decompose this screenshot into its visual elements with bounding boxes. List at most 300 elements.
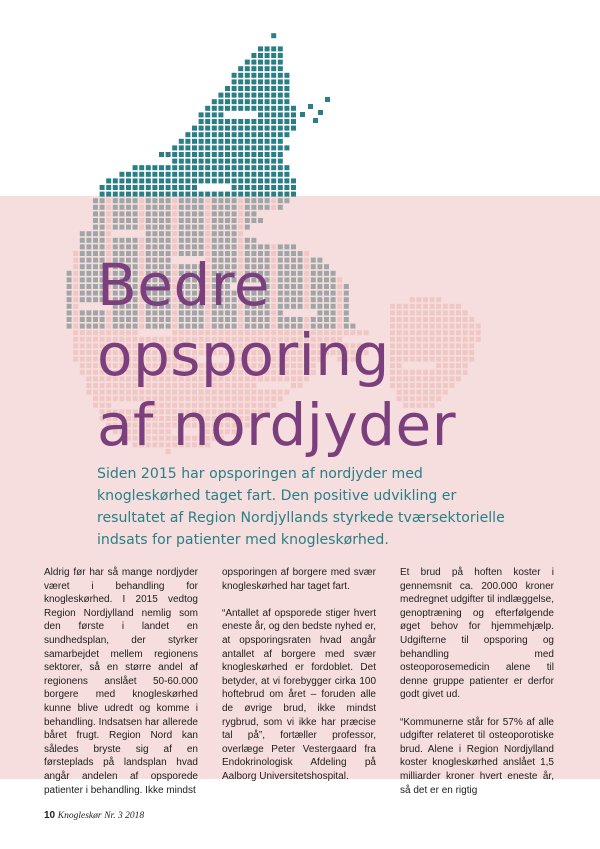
map-pixel — [73, 251, 78, 256]
map-pixel — [313, 118, 318, 123]
map-pixel — [199, 165, 204, 170]
map-pixel — [238, 86, 243, 91]
map-pixel — [152, 205, 157, 210]
map-pixel — [152, 192, 157, 197]
map-pixel — [265, 66, 270, 71]
map-pixel — [199, 132, 204, 137]
map-pixel — [271, 106, 276, 111]
map-pixel — [278, 73, 283, 78]
map-pixel — [172, 192, 177, 197]
map-pixel — [205, 172, 210, 177]
map-pixel — [199, 218, 204, 223]
map-pixel — [192, 218, 197, 223]
map-pixel — [166, 152, 171, 157]
map-pixel — [80, 324, 85, 329]
map-pixel — [205, 152, 210, 157]
map-pixel — [192, 172, 197, 177]
map-pixel — [265, 152, 270, 157]
map-pixel — [159, 244, 164, 249]
map-pixel — [119, 178, 124, 183]
map-pixel — [73, 317, 78, 322]
map-pixel — [106, 218, 111, 223]
map-pixel — [271, 198, 276, 203]
map-pixel — [185, 231, 190, 236]
map-pixel — [73, 330, 78, 335]
map-pixel — [86, 350, 91, 355]
map-pixel — [278, 93, 283, 98]
map-pixel — [291, 244, 296, 249]
map-pixel — [284, 192, 289, 197]
map-pixel — [172, 165, 177, 170]
map-pixel — [205, 132, 210, 137]
map-pixel — [179, 145, 184, 150]
map-pixel — [80, 258, 85, 263]
map-pixel — [146, 185, 151, 190]
map-pixel — [80, 277, 85, 282]
map-pixel — [278, 244, 283, 249]
map-pixel — [258, 165, 263, 170]
map-pixel — [245, 218, 250, 223]
map-pixel — [232, 185, 237, 190]
map-pixel — [166, 225, 171, 230]
map-pixel — [86, 238, 91, 243]
map-pixel — [159, 205, 164, 210]
map-pixel — [73, 350, 78, 355]
map-pixel — [133, 198, 138, 203]
map-pixel — [73, 304, 78, 309]
map-pixel — [185, 185, 190, 190]
map-pixel — [251, 178, 256, 183]
map-pixel — [245, 159, 250, 164]
map-pixel — [166, 238, 171, 243]
map-pixel — [278, 53, 283, 58]
map-pixel — [265, 79, 270, 84]
map-pixel — [199, 112, 204, 117]
map-pixel — [251, 152, 256, 157]
map-pixel — [199, 211, 204, 216]
map-pixel — [119, 244, 124, 249]
map-pixel — [86, 383, 91, 388]
map-pixel — [232, 152, 237, 157]
map-pixel — [179, 172, 184, 177]
map-pixel — [251, 205, 256, 210]
map-pixel — [205, 145, 210, 150]
map-pixel — [199, 198, 204, 203]
map-pixel — [284, 99, 289, 104]
map-pixel — [265, 198, 270, 203]
map-pixel — [238, 238, 243, 243]
map-pixel — [80, 370, 85, 375]
map-pixel — [106, 198, 111, 203]
map-pixel — [218, 119, 223, 124]
map-pixel — [245, 152, 250, 157]
map-pixel — [278, 198, 283, 203]
map-pixel — [232, 86, 237, 91]
map-pixel — [245, 73, 250, 78]
map-pixel — [113, 218, 118, 223]
map-pixel — [251, 159, 256, 164]
map-pixel — [476, 337, 481, 342]
map-pixel — [205, 106, 210, 111]
map-pixel — [238, 93, 243, 98]
map-pixel — [238, 178, 243, 183]
map-pixel — [185, 192, 190, 197]
map-pixel — [146, 205, 151, 210]
map-pixel — [192, 178, 197, 183]
map-pixel — [469, 350, 474, 355]
map-pixel — [218, 198, 223, 203]
map-pixel — [166, 198, 171, 203]
paragraph: opsporingen af borgere med svær knogleskørhed har taget fart. — [222, 567, 376, 592]
map-pixel — [86, 390, 91, 395]
map-pixel — [133, 172, 138, 177]
map-pixel — [265, 244, 270, 249]
map-pixel — [271, 172, 276, 177]
map-pixel — [179, 192, 184, 197]
map-pixel — [271, 46, 276, 51]
map-pixel — [199, 192, 204, 197]
map-pixel — [73, 337, 78, 342]
map-pixel — [218, 238, 223, 243]
map-pixel — [185, 178, 190, 183]
map-pixel — [192, 198, 197, 203]
map-pixel — [93, 231, 98, 236]
map-pixel — [119, 198, 124, 203]
map-pixel — [73, 291, 78, 296]
map-pixel — [265, 73, 270, 78]
map-pixel — [265, 145, 270, 150]
map-pixel — [265, 60, 270, 65]
map-pixel — [152, 231, 157, 236]
map-pixel — [212, 119, 217, 124]
map-pixel — [258, 79, 263, 84]
map-pixel — [265, 132, 270, 137]
map-pixel — [113, 238, 118, 243]
map-pixel — [232, 106, 237, 111]
map-pixel — [218, 165, 223, 170]
map-pixel — [284, 86, 289, 91]
map-pixel — [238, 79, 243, 84]
map-pixel — [245, 225, 250, 230]
map-pixel — [146, 225, 151, 230]
map-pixel — [245, 211, 250, 216]
map-pixel — [245, 126, 250, 131]
map-pixel — [232, 99, 237, 104]
map-pixel — [67, 271, 72, 276]
map-pixel — [73, 271, 78, 276]
map-pixel — [73, 258, 78, 263]
map-pixel — [232, 198, 237, 203]
title-line-1: Bedre — [97, 251, 271, 319]
map-pixel — [192, 238, 197, 243]
map-pixel — [278, 159, 283, 164]
map-pixel — [139, 218, 144, 223]
map-pixel — [278, 106, 283, 111]
map-pixel — [469, 330, 474, 335]
map-pixel — [225, 152, 230, 157]
map-pixel — [192, 225, 197, 230]
map-pixel — [179, 185, 184, 190]
map-pixel — [146, 172, 151, 177]
map-pixel — [265, 139, 270, 144]
map-pixel — [80, 238, 85, 243]
map-pixel — [232, 211, 237, 216]
map-pixel — [258, 198, 263, 203]
map-pixel — [271, 152, 276, 157]
map-pixel — [205, 238, 210, 243]
map-pixel — [258, 112, 263, 117]
map-pixel — [192, 126, 197, 131]
map-pixel — [205, 159, 210, 164]
map-pixel — [225, 225, 230, 230]
map-pixel — [271, 165, 276, 170]
map-pixel — [139, 238, 144, 243]
map-pixel — [265, 205, 270, 210]
map-pixel — [225, 126, 230, 131]
map-pixel — [225, 86, 230, 91]
map-pixel — [238, 119, 243, 124]
map-pixel — [199, 244, 204, 249]
map-pixel — [271, 60, 276, 65]
map-pixel — [284, 132, 289, 137]
map-pixel — [179, 198, 184, 203]
map-pixel — [238, 66, 243, 71]
map-pixel — [119, 225, 124, 230]
map-pixel — [232, 178, 237, 183]
map-pixel — [205, 205, 210, 210]
map-pixel — [212, 225, 217, 230]
map-pixel — [245, 139, 250, 144]
map-pixel — [238, 145, 243, 150]
map-pixel — [258, 192, 263, 197]
map-pixel — [93, 211, 98, 216]
map-pixel — [139, 192, 144, 197]
map-pixel — [245, 66, 250, 71]
map-pixel — [73, 357, 78, 362]
map-pixel — [258, 159, 263, 164]
map-pixel — [265, 106, 270, 111]
map-pixel — [199, 205, 204, 210]
map-pixel — [238, 205, 243, 210]
map-pixel — [225, 238, 230, 243]
map-pixel — [232, 225, 237, 230]
map-pixel — [139, 225, 144, 230]
article-title — [97, 250, 456, 460]
map-pixel — [291, 106, 296, 111]
map-pixel — [185, 159, 190, 164]
map-pixel — [119, 238, 124, 243]
map-pixel — [119, 192, 124, 197]
map-pixel — [258, 172, 263, 177]
map-pixel — [67, 324, 72, 329]
map-pixel — [93, 198, 98, 203]
map-pixel — [192, 231, 197, 236]
map-pixel — [271, 192, 276, 197]
map-pixel — [159, 238, 164, 243]
map-pixel — [185, 238, 190, 243]
map-pixel — [271, 178, 276, 183]
map-pixel — [251, 172, 256, 177]
map-pixel — [245, 119, 250, 124]
map-pixel — [238, 218, 243, 223]
map-pixel — [271, 139, 276, 144]
map-pixel — [119, 185, 124, 190]
map-pixel — [152, 211, 157, 216]
map-pixel — [166, 218, 171, 223]
map-pixel — [251, 218, 256, 223]
map-pixel — [238, 185, 243, 190]
map-pixel — [218, 211, 223, 216]
map-pixel — [271, 112, 276, 117]
map-pixel — [106, 178, 111, 183]
map-pixel — [318, 110, 323, 115]
map-pixel — [218, 145, 223, 150]
map-pixel — [100, 225, 105, 230]
map-pixel — [106, 185, 111, 190]
map-pixel — [86, 317, 91, 322]
map-pixel — [159, 231, 164, 236]
map-pixel — [251, 165, 256, 170]
map-pixel — [238, 73, 243, 78]
map-pixel — [278, 66, 283, 71]
map-pixel — [469, 343, 474, 348]
map-pixel — [258, 178, 263, 183]
map-pixel — [284, 185, 289, 190]
map-pixel — [212, 99, 217, 104]
map-pixel — [93, 225, 98, 230]
map-pixel — [456, 370, 461, 375]
map-pixel — [265, 86, 270, 91]
map-pixel — [251, 106, 256, 111]
map-pixel — [80, 231, 85, 236]
map-pixel — [463, 370, 468, 375]
map-pixel — [179, 205, 184, 210]
map-pixel — [179, 218, 184, 223]
map-pixel — [271, 244, 276, 249]
map-pixel — [106, 238, 111, 243]
map-pixel — [73, 297, 78, 302]
map-pixel — [139, 205, 144, 210]
map-pixel — [232, 238, 237, 243]
map-pixel — [245, 185, 250, 190]
map-pixel — [463, 324, 468, 329]
map-pixel — [238, 126, 243, 131]
map-pixel — [67, 304, 72, 309]
map-pixel — [456, 363, 461, 368]
map-pixel — [172, 211, 177, 216]
map-pixel — [86, 277, 91, 282]
map-pixel — [265, 178, 270, 183]
paragraph: Aldrig før har så mange nordjyder været i behandling for knogleskørhed. I 2015 vedtog Region Nordjylland nemlig som den første i landet en sundhedsplan, der styrker samarbejdet mellem regionens sektorer, så en større andel af regionens anslået 50-60.000 borgere med knogleskørhed kunne blive udredt og komme i behandling. Indsatsen har allerede båret frugt. Region Nord kan således bryste sig af en førsteplads på landsplan hvad angår andelen af opsporede patienter i behandling. Ikke mindst — [44, 567, 198, 796]
map-pixel — [225, 93, 230, 98]
map-pixel — [152, 198, 157, 203]
map-pixel — [67, 291, 72, 296]
map-pixel — [463, 317, 468, 322]
map-pixel — [291, 185, 296, 190]
map-pixel — [73, 284, 78, 289]
map-pixel — [251, 185, 256, 190]
map-pixel — [192, 159, 197, 164]
map-pixel — [245, 198, 250, 203]
map-pixel — [469, 317, 474, 322]
map-pixel — [205, 198, 210, 203]
map-pixel — [126, 205, 131, 210]
map-pixel — [251, 93, 256, 98]
map-pixel — [245, 205, 250, 210]
map-pixel — [232, 145, 237, 150]
map-pixel — [271, 159, 276, 164]
map-pixel — [159, 198, 164, 203]
map-pixel — [80, 244, 85, 249]
map-pixel — [232, 218, 237, 223]
map-pixel — [67, 310, 72, 315]
map-pixel — [245, 86, 250, 91]
page-number: 10 — [44, 810, 56, 821]
map-pixel — [284, 165, 289, 170]
map-pixel — [232, 244, 237, 249]
map-pixel — [172, 238, 177, 243]
map-pixel — [232, 231, 237, 236]
map-pixel — [205, 211, 210, 216]
map-pixel — [218, 178, 223, 183]
map-pixel — [192, 211, 197, 216]
map-pixel — [86, 310, 91, 315]
map-pixel — [152, 244, 157, 249]
map-pixel — [245, 244, 250, 249]
map-pixel — [67, 297, 72, 302]
map-pixel — [80, 343, 85, 348]
map-pixel — [100, 238, 105, 243]
magazine-name: Knogleskør — [57, 811, 102, 821]
map-pixel — [172, 231, 177, 236]
text-column-1 — [44, 566, 198, 811]
map-pixel — [113, 211, 118, 216]
map-pixel — [456, 350, 461, 355]
map-pixel — [258, 106, 263, 111]
map-pixel — [238, 159, 243, 164]
map-pixel — [159, 172, 164, 177]
map-pixel — [86, 363, 91, 368]
map-pixel — [152, 165, 157, 170]
map-pixel — [238, 99, 243, 104]
map-pixel — [212, 211, 217, 216]
map-pixel — [166, 192, 171, 197]
map-pixel — [245, 79, 250, 84]
map-pixel — [146, 238, 151, 243]
map-pixel — [463, 343, 468, 348]
map-pixel — [232, 119, 237, 124]
map-pixel — [258, 53, 263, 58]
map-pixel — [86, 264, 91, 269]
map-pixel — [80, 310, 85, 315]
map-pixel — [106, 192, 111, 197]
map-pixel — [271, 126, 276, 131]
map-pixel — [100, 205, 105, 210]
map-pixel — [205, 244, 210, 249]
map-pixel — [80, 363, 85, 368]
map-pixel — [258, 139, 263, 144]
map-pixel — [86, 244, 91, 249]
map-pixel — [308, 104, 313, 109]
map-pixel — [86, 258, 91, 263]
map-pixel — [251, 139, 256, 144]
map-pixel — [218, 218, 223, 223]
map-pixel — [251, 198, 256, 203]
map-pixel — [212, 126, 217, 131]
map-pixel — [463, 350, 468, 355]
map-pixel — [86, 291, 91, 296]
map-pixel — [172, 218, 177, 223]
